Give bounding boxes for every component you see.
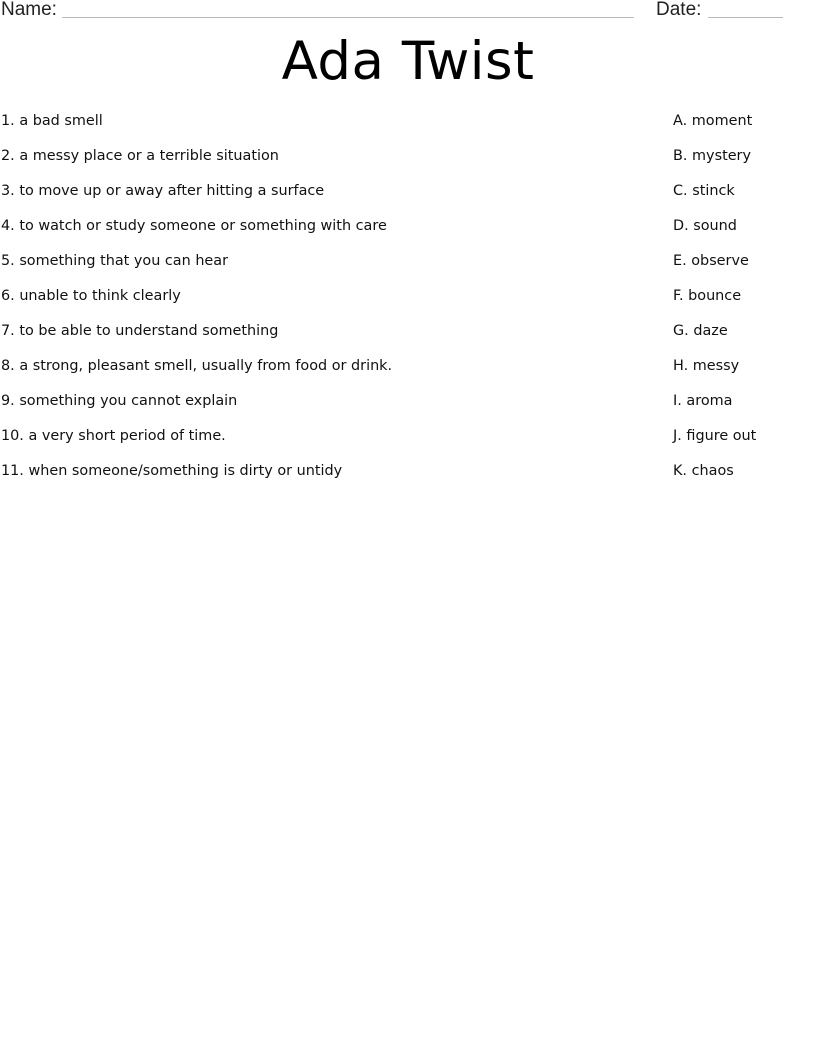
answer-letter: A. xyxy=(673,113,688,129)
answer-item xyxy=(673,182,813,217)
answer-letter: I. xyxy=(673,393,682,409)
clue-item xyxy=(1,147,641,182)
clue-text: to be able to understand something xyxy=(19,323,279,339)
answer-letter: J. xyxy=(673,428,682,444)
clue-number: 10. xyxy=(1,428,24,444)
answer-item xyxy=(673,322,813,357)
clue-number: 8. xyxy=(1,358,15,374)
answer-word: mystery xyxy=(692,148,751,164)
clue-text: a messy place or a terrible situation xyxy=(19,148,279,164)
clue-text: to move up or away after hitting a surface xyxy=(19,183,325,199)
clue-number: 2. xyxy=(1,148,15,164)
answer-item xyxy=(673,252,813,287)
clue-item xyxy=(1,322,641,357)
worksheet-title: Ada Twist xyxy=(281,31,535,92)
answer-letter: F. xyxy=(673,288,684,304)
answer-item xyxy=(673,112,813,147)
clue-item xyxy=(1,287,641,322)
answer-word: aroma xyxy=(686,393,733,409)
answer-list xyxy=(673,112,813,497)
clue-list xyxy=(1,112,641,497)
clue-number: 9. xyxy=(1,393,15,409)
answer-word: bounce xyxy=(688,288,742,304)
name-input-line[interactable] xyxy=(62,17,634,18)
clue-item xyxy=(1,427,641,462)
worksheet-header xyxy=(0,0,816,24)
clue-number: 5. xyxy=(1,253,15,269)
clue-item xyxy=(1,252,641,287)
answer-letter: D. xyxy=(673,218,689,234)
answer-word: stinck xyxy=(692,183,735,199)
answer-word: observe xyxy=(691,253,749,269)
clue-item xyxy=(1,217,641,252)
clue-text: a very short period of time. xyxy=(28,428,226,444)
answer-letter: K. xyxy=(673,463,688,479)
answer-letter: H. xyxy=(673,358,689,374)
clue-text: something that you can hear xyxy=(19,253,229,269)
answer-word: moment xyxy=(691,113,753,129)
answer-item xyxy=(673,357,813,392)
date-input-line[interactable] xyxy=(708,17,783,18)
answer-letter: B. xyxy=(673,148,688,164)
clue-number: 6. xyxy=(1,288,15,304)
clue-item xyxy=(1,182,641,217)
clue-number: 1. xyxy=(1,113,15,129)
clue-number: 4. xyxy=(1,218,15,234)
answer-word: figure out xyxy=(686,428,757,444)
clue-number: 11. xyxy=(1,463,24,479)
clue-item xyxy=(1,462,641,497)
clue-number: 7. xyxy=(1,323,15,339)
answer-item xyxy=(673,287,813,322)
answer-item xyxy=(673,392,813,427)
clue-item xyxy=(1,112,641,147)
clue-text: something you cannot explain xyxy=(19,393,238,409)
answer-item xyxy=(673,147,813,182)
answer-word: daze xyxy=(693,323,728,339)
answer-word: chaos xyxy=(691,463,734,479)
answer-item xyxy=(673,217,813,252)
clue-text: a strong, pleasant smell, usually from food or drink. xyxy=(19,358,393,374)
clue-item xyxy=(1,392,641,427)
date-label: Date: xyxy=(656,0,702,20)
answer-word: messy xyxy=(692,358,740,374)
answer-item xyxy=(673,462,813,497)
answer-word: sound xyxy=(693,218,737,234)
clue-text: unable to think clearly xyxy=(19,288,181,304)
answer-letter: G. xyxy=(673,323,689,339)
clue-text: when someone/something is dirty or untidy xyxy=(28,463,343,479)
name-label: Name: xyxy=(1,0,57,20)
answer-letter: C. xyxy=(673,183,688,199)
clue-number: 3. xyxy=(1,183,15,199)
answer-letter: E. xyxy=(673,253,687,269)
clue-text: to watch or study someone or something with care xyxy=(19,218,387,234)
answer-item xyxy=(673,427,813,462)
clue-text: a bad smell xyxy=(19,113,103,129)
clue-item xyxy=(1,357,641,392)
